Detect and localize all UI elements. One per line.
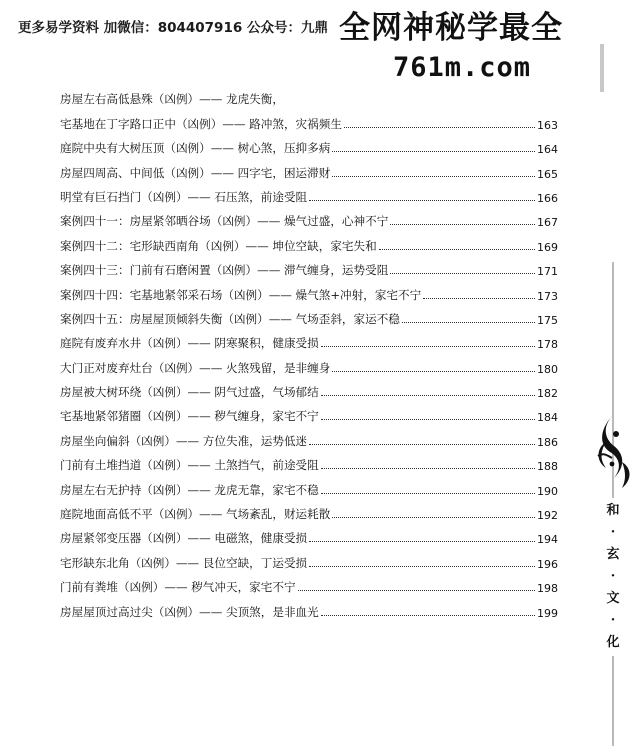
toc-entry <box>60 229 558 253</box>
side-brand-char: · <box>610 525 616 540</box>
toc-entry-page: 163 <box>537 118 558 132</box>
side-brand-char: · <box>610 569 616 584</box>
toc-entry-page: 166 <box>537 191 558 205</box>
toc-entry <box>60 498 558 522</box>
toc-entry-page: 171 <box>537 265 558 279</box>
toc-entry-page: 184 <box>537 411 558 425</box>
side-brand-char: 玄 <box>606 547 620 562</box>
taiji-emblem-icon <box>592 412 636 492</box>
toc-entry-page: 182 <box>537 387 558 401</box>
toc-entry-title: 案例四十四：宅基地紧邻采石场（凶例）—— 燥气煞+冲射，家宅不宁 <box>60 287 422 302</box>
watermark-divider <box>600 44 604 92</box>
side-brand-char: 和 <box>606 503 620 518</box>
toc-entry-page: 196 <box>537 557 558 571</box>
toc-entry-page: 173 <box>537 289 558 303</box>
watermark-title: 全网神秘学最全 <box>339 10 563 46</box>
toc-entry-title: 房屋紧邻变压器（凶例）—— 电磁煞，健康受损 <box>60 531 308 546</box>
toc-entry-page: 190 <box>537 484 558 498</box>
toc-leader-dots <box>321 615 535 616</box>
toc-entry-title: 宅基地在丁字路口正中（凶例）—— 路冲煞，灾祸频生 <box>60 116 342 131</box>
toc-leader-dots <box>402 322 535 323</box>
toc-entry <box>60 327 558 351</box>
toc-entry-title: 庭院地面高低不平（凶例）—— 气场紊乱，财运耗散 <box>60 507 331 522</box>
toc-entry-title: 房屋坐向偏斜（凶例）—— 方位失准，运势低迷 <box>60 433 308 448</box>
toc-entry-page: 167 <box>537 216 558 230</box>
side-brand <box>600 498 626 656</box>
toc-entry-title: 案例四十一：房屋紧邻晒谷场（凶例）—— 燥气过盛，心神不宁 <box>60 214 389 229</box>
toc-leader-dots <box>321 346 535 347</box>
toc-entry <box>60 595 558 619</box>
toc-entry-title: 房屋左右高低悬殊（凶例）—— 龙虎失衡， <box>60 92 284 107</box>
toc-entry-title: 大门正对废弃灶台（凶例）—— 火煞残留，是非缠身 <box>60 360 331 375</box>
toc-leader-dots <box>332 151 535 152</box>
toc-entry <box>60 83 558 107</box>
toc-leader-dots <box>321 468 535 469</box>
toc-entry-page: 164 <box>537 143 558 157</box>
toc-entry-page: 198 <box>537 582 558 596</box>
toc-leader-dots <box>423 298 535 299</box>
toc-leader-dots <box>344 127 535 128</box>
side-brand-char: 化 <box>606 635 620 650</box>
toc-leader-dots <box>379 249 535 250</box>
toc-entry <box>60 571 558 595</box>
toc-entry-page: 192 <box>537 509 558 523</box>
toc-leader-dots <box>332 176 535 177</box>
toc-entry <box>60 449 558 473</box>
toc-entry <box>60 351 558 375</box>
toc-entry-title: 房屋屋顶过高过尖（凶例）—— 尖顶煞，是非血光 <box>60 604 319 619</box>
toc-entry <box>60 107 558 131</box>
toc-entry <box>60 473 558 497</box>
toc-entry-title: 房屋四周高、中间低（凶例）—— 四字宅，困运滞财 <box>60 165 331 180</box>
toc-entry-title: 案例四十二：宅形缺西南角（凶例）—— 坤位空缺，家宅失和 <box>60 238 377 253</box>
table-of-contents <box>60 83 558 620</box>
toc-leader-dots <box>390 273 535 274</box>
toc-entry-title: 房屋左右无护持（凶例）—— 龙虎无靠，家宅不稳 <box>60 482 319 497</box>
toc-entry <box>60 546 558 570</box>
toc-entry <box>60 205 558 229</box>
toc-entry <box>60 181 558 205</box>
toc-entry-title: 门前有粪堆（凶例）—— 秽气冲天，家宅不宁 <box>60 580 296 595</box>
toc-leader-dots <box>332 517 535 518</box>
toc-entry <box>60 376 558 400</box>
toc-entry-title: 案例四十五：房屋屋顶倾斜失衡（凶例）—— 气场歪斜，家运不稳 <box>60 311 400 326</box>
toc-leader-dots <box>309 444 535 445</box>
watermark-url: 761m.com <box>393 52 532 83</box>
toc-leader-dots <box>321 419 535 420</box>
side-brand-char: 文 <box>606 591 620 606</box>
toc-entry <box>60 156 558 180</box>
toc-entry-page: 180 <box>537 362 558 376</box>
toc-leader-dots <box>309 566 535 567</box>
toc-leader-dots <box>321 395 535 396</box>
toc-leader-dots <box>309 541 535 542</box>
toc-entry <box>60 132 558 156</box>
toc-entry-title: 门前有土堆挡道（凶例）—— 土煞挡气，前途受阻 <box>60 458 319 473</box>
toc-entry <box>60 400 558 424</box>
side-brand-char: · <box>610 613 616 628</box>
toc-entry-page: 199 <box>537 606 558 620</box>
toc-entry-title: 宅形缺东北角（凶例）—— 艮位空缺，丁运受损 <box>60 555 308 570</box>
toc-entry-title: 明堂有巨石挡门（凶例）—— 石压煞，前途受阻 <box>60 189 308 204</box>
toc-leader-dots <box>332 371 535 372</box>
toc-entry-page: 165 <box>537 167 558 181</box>
toc-entry <box>60 254 558 278</box>
toc-leader-dots <box>298 590 535 591</box>
toc-entry-title: 宅基地紧邻猪圈（凶例）—— 秽气缠身，家宅不宁 <box>60 409 319 424</box>
toc-entry-title: 庭院有废弃水井（凶例）—— 阴寒聚积，健康受损 <box>60 336 319 351</box>
top-notice: 更多易学资料 加微信：804407916 公众号：九鼎 <box>18 20 328 36</box>
toc-entry-page: 178 <box>537 338 558 352</box>
toc-leader-dots <box>309 200 535 201</box>
toc-entry <box>60 424 558 448</box>
toc-entry-title: 房屋被大树环绕（凶例）—— 阴气过盛，气场郁结 <box>60 385 319 400</box>
toc-entry-page: 169 <box>537 240 558 254</box>
toc-entry-page: 186 <box>537 435 558 449</box>
toc-entry-title: 案例四十三：门前有石磨闲置（凶例）—— 滞气缠身，运势受阻 <box>60 263 389 278</box>
toc-entry-title: 庭院中央有大树压顶（凶例）—— 树心煞，压抑多病 <box>60 141 331 156</box>
toc-entry <box>60 522 558 546</box>
toc-entry-page: 175 <box>537 313 558 327</box>
toc-leader-dots <box>321 493 535 494</box>
toc-entry <box>60 278 558 302</box>
toc-entry-page: 194 <box>537 533 558 547</box>
toc-entry <box>60 303 558 327</box>
toc-entry-page: 188 <box>537 460 558 474</box>
toc-leader-dots <box>390 224 535 225</box>
